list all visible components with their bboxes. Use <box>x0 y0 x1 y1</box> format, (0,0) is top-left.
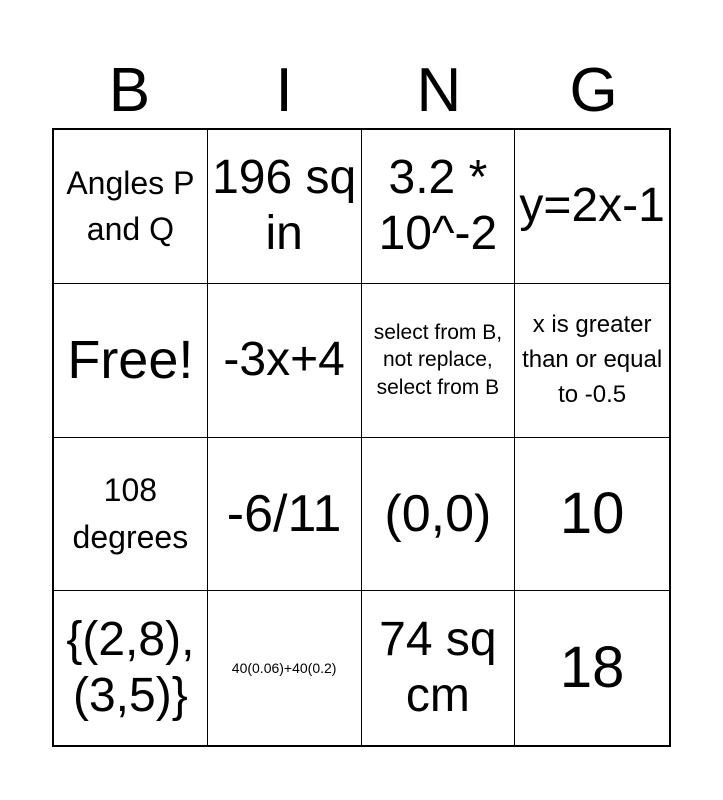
header-letter-i: I <box>275 56 293 125</box>
bingo-cell[interactable]: (0,0) <box>362 438 516 592</box>
bingo-header <box>52 58 671 124</box>
bingo-cell[interactable]: -3x+4 <box>208 284 362 438</box>
bingo-cell[interactable]: select from B, not replace, select from B <box>362 284 516 438</box>
header-letter-g: G <box>569 56 618 125</box>
bingo-cell[interactable]: x is greater than or equal to -0.5 <box>515 284 669 438</box>
bingo-cell[interactable]: 74 sq cm <box>362 591 516 745</box>
header-letter-b: B <box>108 56 151 125</box>
header-letter-n: N <box>416 56 462 125</box>
bingo-cell[interactable]: 108 degrees <box>54 438 208 592</box>
bingo-cell[interactable]: 40(0.06)+40(0.2) <box>208 591 362 745</box>
bingo-cell[interactable]: 3.2 * 10^-2 <box>362 130 516 284</box>
bingo-cell[interactable]: -6/11 <box>208 438 362 592</box>
bingo-cell[interactable]: Angles P and Q <box>54 130 208 284</box>
bingo-cell[interactable]: 18 <box>559 634 625 700</box>
bingo-cell[interactable]: y=2x-1 <box>515 130 669 284</box>
bingo-cell-free[interactable]: Free! <box>54 284 208 438</box>
bingo-card <box>52 128 671 747</box>
bingo-cell[interactable]: {(2,8),(3,5)} <box>54 591 208 745</box>
bingo-cell[interactable]: 10 <box>515 438 669 592</box>
bingo-cell[interactable]: 196 sq in <box>208 130 362 284</box>
